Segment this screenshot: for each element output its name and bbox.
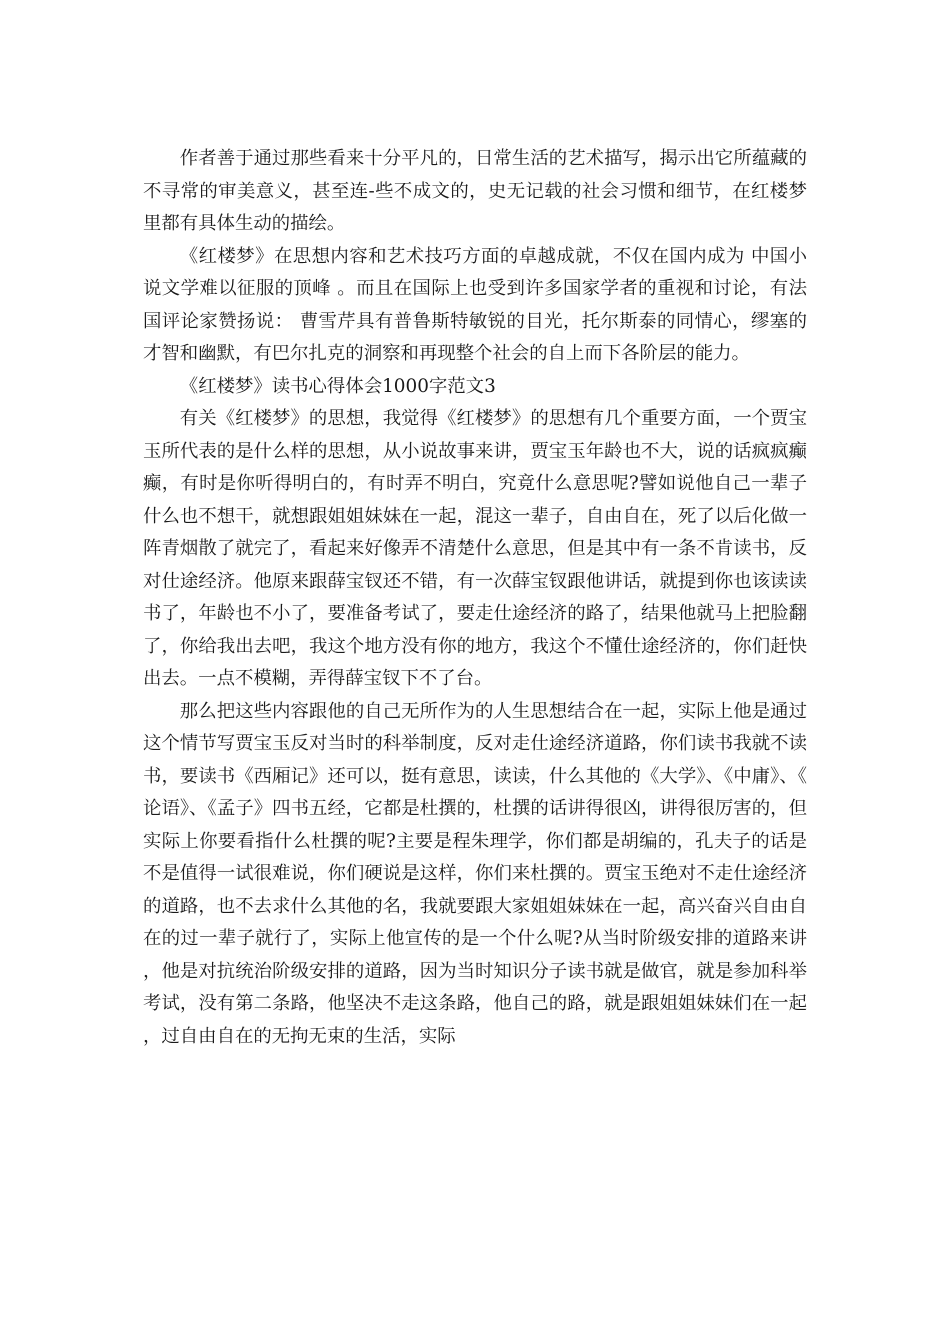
paragraph-3: 有关《红楼梦》的思想，我觉得《红楼梦》的思想有几个重要方面，一个贾宝玉所代表的是什么样的思想，从小说故事来讲，贾宝玉年龄也不大，说的话疯疯癫癫，有时是你听得明白的，有时弄不明白，究竟什么意思呢?譬如说他自己一辈子什么也不想干，就想跟姐姐妹妹在一起，混这一辈子，自由自在，死了以后化做一阵青烟散了就完了，看起来好像弄不清楚什么意思，但是其中有一条不肯读书，反对仕途经济。他原来跟薛宝钗还不错，有一次薛宝钗跟他讲话，就提到你也该读读书了，年龄也不小了，要准备考试了，要走仕途经济的路了，结果他就马上把脸翻了，你给我出去吧，我这个地方没有你的地方，我这个不懂仕途经济的，你们赶快出去。一点不模糊，弄得薛宝钗下不了台。: [143, 408, 807, 689]
paragraph-1: 作者善于通过那些看来十分平凡的，日常生活的艺术描写，揭示出它所蕴藏的不寻常的审美意义，甚至连-些不成文的，史无记载的社会习惯和细节，在红楼梦里都有具体生动的描绘。: [143, 148, 807, 234]
section-heading: 《红楼梦》读书心得体会1000字范文3: [179, 375, 496, 397]
paragraph-2: 《红楼梦》在思想内容和艺术技巧方面的卓越成就，不仅在国内成为 中国小说文学难以征服的顶峰 。而且在国际上也受到许多国家学者的重视和讨论，有法国评论家赞扬说： 曹雪芹具有普鲁斯特敏锐的目光，托尔斯泰的同情心，缪塞的才智和幽默，有巴尔扎克的洞察和再现整个社会的自上而下各阶层的能力。: [143, 245, 807, 364]
paragraph-4: 那么把这些内容跟他的自己无所作为的人生思想结合在一起，实际上他是通过这个情节写贾宝玉反对当时的科举制度，反对走仕途经济道路，你们读书我就不读书，要读书《西厢记》还可以，挺有意思，读读，什么其他的《大学》、《中庸》、《论语》、《孟子》四书五经，它都是杜撰的，杜撰的话讲得很凶，讲得很厉害的，但实际上你要看指什么杜撰的呢?主要是程朱理学，你们都是胡编的，孔夫子的话是不是值得一试很难说，你们硬说是这样，你们来杜撰的。贾宝玉绝对不走仕途经济的道路，也不去求什么其他的名，我就要跟大家姐姐妹妹在一起，高兴奋兴自由自在的过一辈子就行了，实际上他宣传的是一个什么呢?从当时阶级安排的道路来讲，他是对抗统治阶级安排的道路，因为当时知识分子读书就是做官，就是参加科举考试，没有第二条路，他坚决不走这条路，他自己的路，就是跟姐姐妹妹们在一起，过自由自在的无拘无束的生活，实际: [143, 700, 807, 1047]
document-body: [143, 143, 807, 1053]
